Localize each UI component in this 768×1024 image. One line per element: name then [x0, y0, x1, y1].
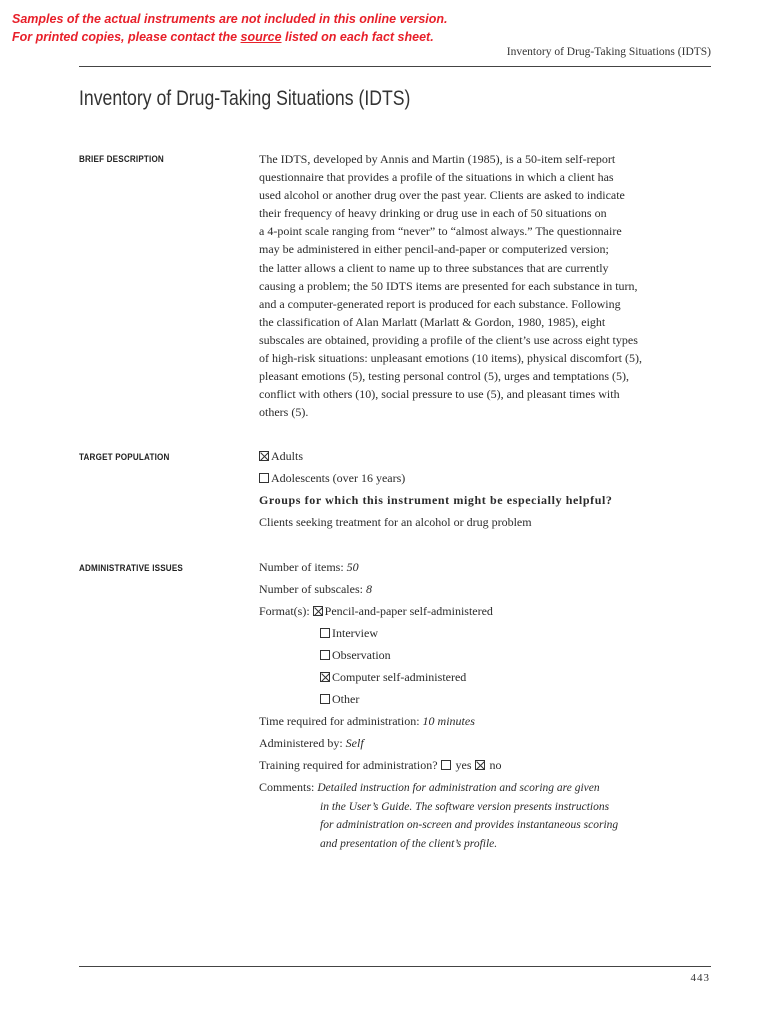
format-label: Computer self-administered	[332, 670, 467, 684]
page-title: Inventory of Drug-Taking Situations (IDTS)	[79, 87, 411, 110]
training-yes-label: yes	[455, 758, 472, 772]
administered-label: Administered by:	[259, 736, 346, 750]
description-line: others (5).	[259, 405, 309, 420]
notice-line-2	[12, 28, 448, 46]
format-label: Pencil-and-paper self-administered	[324, 604, 493, 618]
groups-heading: Groups for which this instrument might be especially helpful?	[259, 493, 613, 507]
description-line: of high-risk situations: unpleasant emotions (10 items), physical discomfort (5),	[259, 351, 642, 366]
time-value: 10 minutes	[422, 714, 475, 728]
administered-by	[259, 732, 618, 754]
administrative-issues-label: ADMINISTRATIVE ISSUES	[79, 563, 183, 573]
description-line: conflict with others (10), social pressure to use (5), and pleasant times with	[259, 387, 620, 402]
adolescents-checkbox[interactable]	[259, 473, 269, 483]
subscales-label: Number of subscales:	[259, 582, 366, 596]
format-checkbox[interactable]	[313, 606, 323, 616]
comment-text: in the User’s Guide. The software version presents instructions	[320, 800, 610, 813]
number-of-items	[259, 556, 618, 578]
description-line: and a computer-generated report is produced for each substance. Following	[259, 296, 621, 311]
description-line: the latter allows a client to name up to three substances that are currently	[259, 260, 609, 275]
number-of-subscales	[259, 578, 618, 600]
training-no-checkbox[interactable]	[475, 760, 485, 770]
format-option	[259, 600, 618, 622]
comment-line	[259, 816, 618, 835]
training-no-label: no	[489, 758, 502, 772]
time-label: Time required for administration:	[259, 714, 423, 728]
subscales-value: 8	[365, 582, 372, 596]
format-label: Observation	[332, 648, 391, 662]
format-label: Other	[332, 692, 360, 706]
top-rule	[79, 66, 711, 67]
description-line: The IDTS, developed by Annis and Martin (1985), is a 50-item self-report	[259, 152, 616, 166]
groups-answer: Clients seeking treatment for an alcohol or drug problem	[259, 515, 532, 529]
brief-description-text	[259, 150, 669, 421]
comment-text: Detailed instruction for administration and scoring are given	[317, 782, 600, 794]
target-population-label: TARGET POPULATION	[79, 452, 170, 462]
description-line: may be administered in either pencil-and-paper or computerized version;	[259, 242, 609, 257]
description-line: causing a problem; the 50 IDTS items are presented for each substance in turn,	[259, 278, 638, 293]
training-required	[259, 754, 618, 776]
time-required	[259, 710, 618, 732]
description-line: used alcohol or another drug over the past year. Clients are asked to indicate	[259, 188, 625, 203]
format-checkbox[interactable]	[320, 672, 330, 682]
comments-label: Comments:	[259, 780, 318, 794]
description-line: questionnaire that provides a profile of the situations in which a client has	[259, 170, 614, 185]
description-line: the classification of Alan Marlatt (Marlatt & Gordon, 1980, 1985), eight	[259, 314, 606, 329]
training-yes-checkbox[interactable]	[441, 760, 451, 770]
comment-line	[259, 835, 618, 854]
comments	[259, 778, 618, 853]
format-checkbox[interactable]	[320, 694, 330, 704]
items-value: 50	[346, 560, 359, 574]
format-option	[259, 644, 618, 666]
comment-line	[259, 778, 618, 798]
formats-list	[259, 600, 618, 710]
online-version-notice	[12, 10, 448, 46]
running-head: Inventory of Drug-Taking Situations (IDTS)	[506, 46, 711, 58]
notice-line-2-suffix: listed on each fact sheet.	[281, 30, 434, 44]
page-number: 443	[690, 972, 710, 984]
brief-description-label: BRIEF DESCRIPTION	[79, 154, 164, 164]
format-checkbox[interactable]	[320, 628, 330, 638]
items-label: Number of items:	[259, 560, 347, 574]
comment-text: for administration on-screen and provides instantaneous scoring	[320, 819, 619, 831]
comment-text: and presentation of the client’s profile.	[320, 837, 498, 850]
training-label: Training required for administration?	[259, 758, 441, 772]
description-line: a 4-point scale ranging from “never” to “almost always.” The questionnaire	[259, 224, 622, 239]
description-line: subscales are obtained, providing a profile of the client’s use across eight types	[259, 332, 638, 347]
bottom-rule	[79, 966, 711, 967]
notice-line-2-prefix: For printed copies, please contact the	[12, 30, 241, 44]
description-line: their frequency of heavy drinking or drug use in each of 50 situations on	[259, 206, 607, 221]
format-checkbox[interactable]	[320, 650, 330, 660]
option-adults	[259, 445, 613, 467]
target-population-section	[259, 445, 613, 533]
adults-label: Adults	[271, 449, 304, 463]
notice-line-1: Samples of the actual instruments are not included in this online version.	[12, 12, 448, 26]
comment-line	[259, 798, 618, 817]
formats-label: Format(s):	[259, 604, 313, 618]
option-adolescents	[259, 467, 613, 489]
format-option	[259, 622, 618, 644]
description-line: pleasant emotions (5), testing personal control (5), urges and temptations (5),	[259, 369, 630, 384]
administrative-issues-section	[259, 556, 618, 853]
format-option	[259, 688, 618, 710]
source-link[interactable]: source	[240, 30, 282, 44]
format-label: Interview	[332, 626, 378, 640]
format-option	[259, 666, 618, 688]
administered-value: Self	[345, 736, 364, 750]
adolescents-label: Adolescents (over 16 years)	[271, 471, 406, 485]
adults-checkbox[interactable]	[259, 451, 269, 461]
